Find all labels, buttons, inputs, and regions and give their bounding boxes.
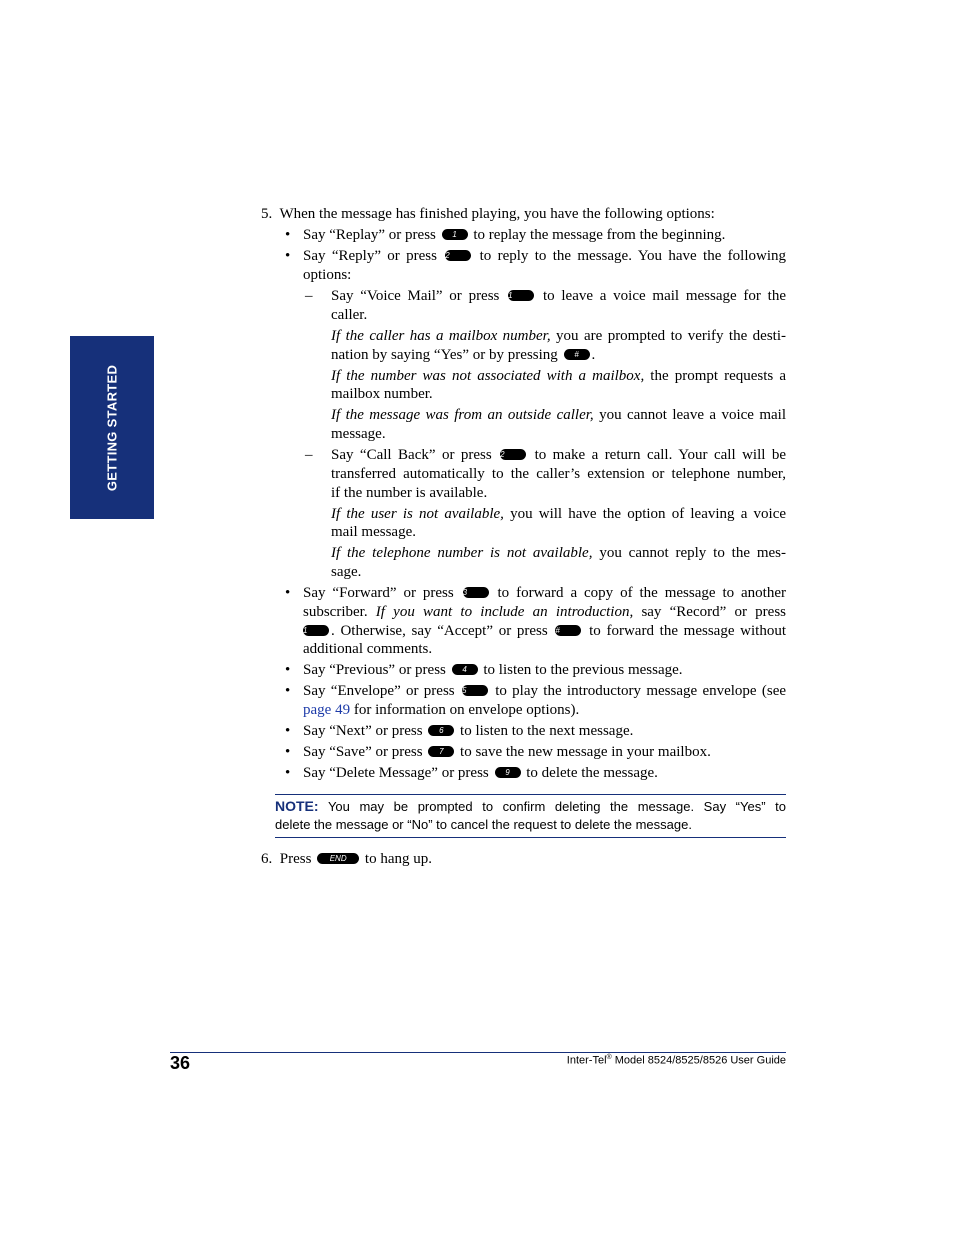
voice-mail-para-3-cont: message. [331,426,386,442]
dash-icon: – [305,288,313,304]
voice-mail-para-2-cont: mailbox number. [331,386,433,402]
option-envelope-cont: page 49 for information on envelope options). [303,702,580,718]
option-forward: Say “Forward” or press 3 to forward a copy of the message to another [303,585,786,601]
call-back-para-1-cont: mail message. [331,524,416,540]
sub-option-call-back: Say “Call Back” or press 2 to make a return call. Your call will be [331,447,786,463]
option-delete: Say “Delete Message” or press 9 to delete the message. [303,765,658,781]
dash-icon: – [305,447,313,463]
bullet-icon: • [285,744,291,760]
voice-mail-para-3: If the message was from an outside caller, you cannot leave a voice mail [331,407,786,423]
sub-option-call-back-cont: transferred automatically to the caller’s extension or telephone number, [331,466,786,482]
key-1-icon: 1 [442,229,468,240]
key-pound-icon: # [564,349,590,360]
bullet-icon: • [285,227,291,243]
key-2-icon: 2 [500,449,526,460]
voice-mail-para-1-cont: nation by saying “Yes” or by pressing # . [331,347,596,363]
option-forward-cont-2: 1 . Otherwise, say “Accept” or press # to forward the message without [303,623,787,639]
sub-option-voice-mail: Say “Voice Mail” or press 1 to leave a voice mail message for the [331,288,787,304]
sub-option-voice-mail-cont: caller. [331,307,368,323]
bullet-icon: • [285,585,291,601]
note-label: NOTE: [275,798,319,814]
end-key-icon: END [317,853,359,864]
key-2-icon: 2 [445,250,471,261]
page-number: 36 [170,1053,191,1073]
key-1-icon: 1 [303,625,329,636]
key-6-icon: 6 [428,725,454,736]
step-6: 6. Press END to hang up. [261,851,432,867]
note-box [275,794,786,838]
key-9-icon: 9 [495,767,521,778]
option-previous: Say “Previous” or press 4 to listen to the previous message. [303,662,683,678]
option-forward-cont: subscriber. If you want to include an introduction, say “Record” or press [303,604,787,620]
footer-title: Inter-Tel® Model 8524/8525/8526 User Guide [566,1054,786,1067]
call-back-para-1: If the user is not available, you will have the option of leaving a voice [331,506,787,522]
call-back-para-2: If the telephone number is not available, you cannot reply to the mes- [331,545,786,561]
call-back-para-2-cont: sage. [331,564,362,580]
key-pound-icon: # [555,625,581,636]
step-5-text: 5. When the message has finished playing, you have the following options: [261,206,715,222]
option-save: Say “Save” or press 7 to save the new message in your mailbox. [303,744,711,760]
page-49-link[interactable]: page 49 [303,702,351,718]
key-3-icon: 3 [463,587,489,598]
bullet-icon: • [285,683,291,699]
note-line-1: NOTE: You may be prompted to confirm deleting the message. Say “Yes” to [275,798,786,814]
step-6-number: 6. [261,851,273,867]
voice-mail-para-2: If the number was not associated with a mailbox, the prompt requests a [331,368,787,384]
voice-mail-para-1: If the caller has a mailbox number, you are prompted to verify the desti- [331,328,787,344]
option-forward-cont-3: additional comments. [303,641,433,657]
key-1-icon: 1 [508,290,534,301]
option-reply: Say “Reply” or press 2 to reply to the message. You have the following [303,248,787,264]
key-7-icon: 7 [428,746,454,757]
section-tab [70,336,154,519]
bullet-icon: • [285,662,291,678]
bullet-icon: • [285,765,291,781]
option-next: Say “Next” or press 6 to listen to the next message. [303,723,634,739]
footer-rule [170,1052,786,1053]
step-5-number: 5. [261,206,273,222]
key-4-icon: 4 [452,664,478,675]
sub-option-call-back-cont-2: if the number is available. [331,485,488,501]
bullet-icon: • [285,723,291,739]
key-5-icon: 5 [462,685,488,696]
option-reply-cont: options: [303,267,352,283]
option-replay: Say “Replay” or press 1 to replay the message from the beginning. [303,227,726,243]
section-tab-label: GETTING STARTED [104,364,120,491]
note-line-2: delete the message or “No” to cancel the request to delete the message. [275,817,692,832]
option-envelope: Say “Envelope” or press 5 to play the introductory message envelope (see [303,683,787,699]
bullet-icon: • [285,248,291,264]
